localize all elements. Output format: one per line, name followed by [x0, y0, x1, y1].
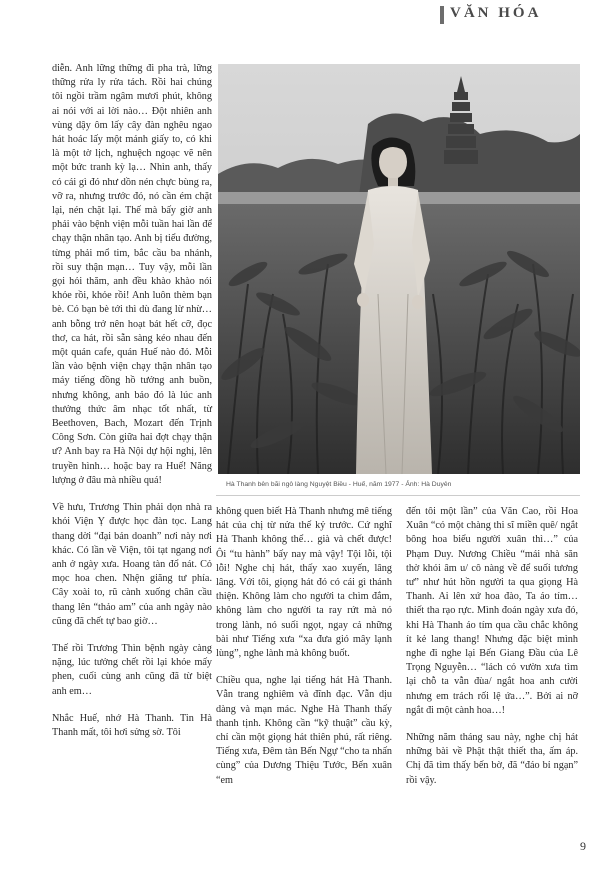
paragraph: Chiều qua, nghe lại tiếng hát Hà Thanh. Vẫn trang nghiêm và đĩnh đạc. Vẫn dịu dàng và mạn mác. Nghe Hà Thanh thấy thanh tịnh. Không cần “kỹ thuật” cầu kỳ, chỉ cần một giọng hát thiên phú, rất riêng. Tiếng xưa, Đêm tàn Bến Ngự “cho ta nhấn cùng” của Dương Thiệu Tước, Bến xuân “em — [216, 675, 392, 786]
paragraph: Về hưu, Trương Thìn phải dọn nhà ra khỏi Viện Ỵ được học đàn tọc. Lang thang dời “đại bản doanh” nơi này nơi khác. Có lần về Viện, tôi tạt ngang nơi anh ở ngày xưa. Hoang tàn đổ nát. Cỏ mọc hoa chen. Nhện giăng tư phía. Cây xoài to, rũ cành xuống chân cầu thang lên “thảo am” của anh ngày nào cũng đã chết tự bao giờ… — [52, 502, 212, 627]
right-text-column — [406, 505, 578, 788]
paragraph: diễn. Anh lững thững đi pha trà, lững thững rửa ly rửa tách. Rồi hai chúng tôi ngồi trầm ngâm mươi phút, không ai nói với ai lời nào… Đột nhiên anh vùng dậy ôm lấy cây đàn nghêu ngao hát hoác lấy một mảnh giấy to, có khi là một tờ lịch, nghuệch ngoạc vẽ nên một bức tranh kỳ lạ… Nhìn anh, thấy có cái gì đó như dồn nén chực bùng ra, vỡ ra, nhưng trước đó, nó cần ém chặt lại, nén chặt lại. Thế mà bấy giờ anh phải vào bệnh viện mỗi tuần hai lần để chạy thận nhân tạo. Anh bị tiểu đường, từng phải mổ tim, bắc cầu ba nhánh, rồi suy thận mạn… Tuy vậy, mỗi lần gọi hỏi thăm, anh đều khào khào nói khỏe rồi, khỏe rồi! Anh luôn thèm bạn bè. Có bạn bè tới thì dù đang lừ nhừ… anh bỗng trở nên hoạt bát hết cỡ, đọc thơ, ca hát, rồi sẵn sàng kéo nhau đến một quán cafe, quán Huế nào đó. Mỗi lần vào bệnh viện chạy thận nhân tạo máy tiếng đồng hồ tưởng anh buồn, nhưng không, anh bảo đó là lúc anh thưởng thức âm nhạc tốt nhất, từ Beethoven, Bach, Mozart đến Trịnh Công Sơn. Còn giữa hai đợt chạy thận ư? Anh bay ra Hà Nội dự hội nghị, lên truyền hình… hoặc bay ra Huế! Năng lượng ở đâu mà nhiều quá! — [52, 63, 212, 486]
paragraph: Nhắc Huế, nhớ Hà Thanh. Tin Hà Thanh mất, tôi hơi sửng sờ. Tôi — [52, 712, 212, 738]
middle-text-column — [216, 505, 392, 788]
page-number: 9 — [580, 839, 586, 853]
left-text-column — [52, 62, 212, 740]
paragraph: không quen biết Hà Thanh nhưng mê tiếng hát của chị từ nửa thế kỷ trước. Cứ nghĩ Hà Thanh không thể… già và chết được! Ôi “tu hành” bấy nay mà vậy! Tội lỗi, tội lỗi! Nghe chị hát, thấy xao xuyến, lâng lâng. Với tôi, giọng hát đó có cái gì thánh thiện. Không làm cho người ta chìm đắm, không làm cho người ta ray rứt mà nó trong lành, nó suối ngọt, ngay cả những bài như Tiếng xưa “xa đưa gió mây lạnh lùng”, nghe lành mà không buốt. — [216, 506, 392, 660]
photo-illustration — [218, 64, 580, 474]
portrait-photo — [218, 64, 580, 474]
section-marker — [440, 6, 444, 24]
section-title: VĂN HÓA — [450, 5, 542, 21]
photo-caption: Hà Thanh bên bãi ngô làng Nguyệt Biều - Huế, năm 1977 - Ảnh: Hà Duyên — [226, 481, 452, 488]
paragraph: đến tôi một lần” của Văn Cao, rồi Hoa Xuân “có một chàng thi sĩ miền quê/ ngắt bông hoa biểu người xuân thì…” của Phạm Duy. Nương Chiều “mái nhà săn thờ khói âm u/ cô nàng về để suối tương tư” như hút hồn người ta qua giọng Hà Thanh. Ai lên xứ hoa đào, Ta áo tím… thiết tha rạo rực. Mình đoán ngày xưa đó, khi Hà Thanh áo tím qua cầu chắc không ít kẻ lang thang! Nhưng đặc biệt mình nghe đi nghe lại Bến Giang Đầu của Lê Trọng Nguyễn… “lách cỏ vườn xưa tìm lại chỗ ta vẫn đùa/ ngắt hoa anh cười nhưng em trách rối lệ ứa…”. Bởi ai nỡ ngắt đi một cành hoa…! — [406, 506, 578, 716]
paragraph: Những năm tháng sau này, nghe chị hát những bài về Phật thật thiết tha, ấm áp. Chị đã tìm thấy bến bờ, đã “đáo bỉ ngạn” rồi vậy. — [406, 732, 578, 786]
paragraph: Thế rồi Trương Thìn bệnh ngày càng nặng, lúc tưởng chết rồi lại khỏe mấy phen, cuối cùng anh cũng đã từ biệt anh em… — [52, 642, 212, 697]
caption-divider — [216, 495, 580, 496]
